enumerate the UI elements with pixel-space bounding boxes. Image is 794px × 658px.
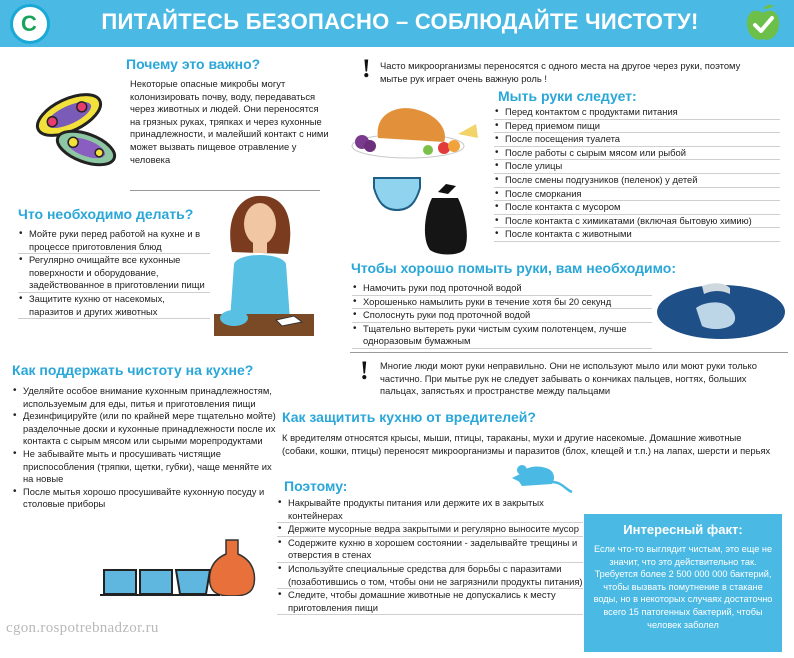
therefore-heading: Поэтому: (284, 478, 348, 494)
list-item: • После улицы (494, 160, 780, 174)
exclamation-icon: ! (362, 54, 371, 83)
list-item: • После сморкания (494, 188, 780, 202)
rospotrebnadzor-logo (10, 4, 50, 44)
footer-url: cgon.rospotrebnadzor.ru (6, 620, 159, 636)
list-item: • Держите мусорные ведра закрытыми и регулярно выносите мусор (277, 523, 583, 537)
food-illustration (348, 98, 482, 164)
fact-title: Интересный факт: (623, 522, 743, 537)
list-item: • Хорошенько намылить руки в течение хотя бы 20 секунд (352, 296, 652, 310)
list-item: • Содержите кухню в хорошем состоянии - заделывайте трещины и отверстия в стенах (277, 537, 583, 563)
list-item: • Уделяйте особое внимание кухонным принадлежностям, используемым для еды, питья и приготовления пищи (12, 385, 280, 410)
list-item: • После мытья хорошо просушивайте кухонную посуду и столовые приборы (12, 486, 280, 511)
why-heading: Почему это важно? (126, 56, 261, 72)
list-item: • Перед контактом с продуктами питания (494, 106, 780, 120)
todo-heading: Что необходимо делать? (18, 206, 194, 222)
list-item: • После контакта с животными (494, 228, 780, 242)
list-item: • Следите, чтобы домашние животные не допускались к месту приготовления пищи (277, 589, 583, 615)
pests-text: К вредителям относятся крысы, мыши, птицы, тараканы, мухи и другие насекомые. Домашние животные (собаки, кошки, птицы) переносят микроорганизмы и паразитов (блох, клещей и т.п.) на лапах, шерсти и перьях (282, 432, 771, 456)
woman-cleaning-illustration (204, 192, 316, 352)
therefore-list (277, 497, 583, 615)
fact-text: Если что-то выглядит чистым, это еще не значит, что это действительно так. Требуется более 2 500 000 000 бактерий, чтобы вызвать помутнение в стакане воды, но в некоторых случаях достаточно всего 15 патогенных бактерий, чтобы человек заболел (593, 544, 773, 630)
todo-list (18, 228, 210, 319)
list-item: • Мойте руки перед работой на кухне и в процессе приготовления блюд (18, 228, 210, 254)
list-item: • Тщательно вытереть руки чистым сухим полотенцем, лучше одноразовым бумажным (352, 323, 652, 349)
kitchen-heading: Как поддержать чистоту на кухне? (12, 362, 254, 378)
list-item: • Перед приемом пищи (494, 120, 780, 134)
title-banner (0, 0, 794, 47)
list-item: • После контакта с мусором (494, 201, 780, 215)
list-item: • Регулярно очищайте все кухонные поверхности и оборудование, задействованное в приготовлении пищи (18, 254, 210, 293)
exclamation-icon: ! (360, 356, 369, 385)
list-item: • После контакта с химикатами (включая бытовую химию) (494, 215, 780, 229)
list-item: • После работы с сырым мясом или рыбой (494, 147, 780, 161)
wash-when-list (494, 106, 780, 242)
kitchen-list (12, 385, 280, 511)
divider (130, 190, 320, 191)
dishes-illustration (100, 532, 262, 596)
list-item: • После смены подгузников (пеленок) у детей (494, 174, 780, 188)
wash-how-list (352, 282, 652, 349)
hand-washing-illustration (656, 278, 786, 340)
why-text: Некоторые опасные микробы могут колонизировать почву, воду, передаваться через животных и людей. Они переносятся на грязных руках, тряпках и через кухонные принадлежности, и малейший контакт с ними может вызвать пищевое отравление у человека (130, 78, 329, 165)
logo-letter: С (21, 11, 37, 36)
list-item: • Дезинфицируйте (или по крайней мере тщательно мойте) разделочные доски и кухонные принадлежности после их контакта с сырым мясом или сырыми морепродуктами (12, 410, 280, 448)
mouse-illustration (508, 452, 574, 496)
list-item: • Используйте специальные средства для борьбы с паразитами (позаботившись о том, чтобы они не загрязнили продукты питания) (277, 563, 583, 589)
list-item: • Намочить руки под проточной водой (352, 282, 652, 296)
list-item: • После посещения туалета (494, 133, 780, 147)
list-item: • Накрывайте продукты питания или держите их в закрытых контейнерах (277, 497, 583, 523)
list-item: • Не забывайте мыть и просушивать чистящие приспособления (тряпки, щетки, губки), чаще меняйте их на новые (12, 448, 280, 486)
list-item: • Защитите кухню от насекомых, паразитов и других животных (18, 293, 210, 319)
fact-box (584, 514, 782, 652)
transfer-note: Часто микроорганизмы переносятся с одного места на другое через руки, поэтому мытье рук играет очень важную роль ! (380, 60, 741, 84)
pests-heading: Как защитить кухню от вредителей? (282, 409, 536, 425)
diaper-trash-illustration (370, 170, 470, 256)
page-title: ПИТАЙТЕСЬ БЕЗОПАСНО – СОБЛЮДАЙТЕ ЧИСТОТУ! (101, 9, 699, 34)
apple-check-icon (744, 3, 782, 43)
wash-when-heading: Мыть руки следует: (498, 88, 637, 104)
wash-how-heading: Чтобы хорошо помыть руки, вам необходимо: (351, 260, 677, 276)
microbes-illustration (24, 80, 124, 175)
warning-text: Многие люди моют руки неправильно. Они не используют мыло или моют руки только частично. При мытье рук не следует забывать о кончиках пальцев, ногтях, больших пальцах, запястьях и пространстве между пальцами (380, 360, 757, 397)
list-item: • Сполоснуть руки под проточной водой (352, 309, 652, 323)
divider (350, 352, 788, 353)
